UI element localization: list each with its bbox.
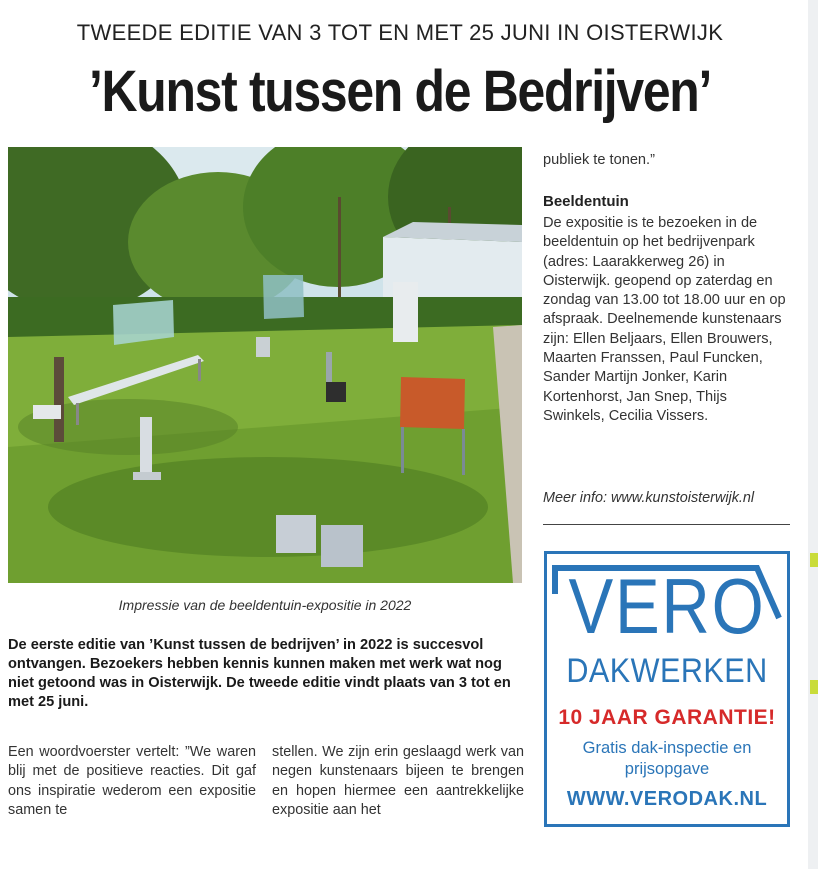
divider bbox=[543, 524, 790, 525]
page-edge bbox=[808, 0, 818, 869]
article-headline: ’Kunst tussen de Bedrijven’ bbox=[88, 59, 712, 124]
ad-subtitle: DAKWERKEN bbox=[566, 652, 768, 690]
ad-website[interactable]: WWW.VERODAK.NL bbox=[566, 788, 768, 810]
edge-marker bbox=[810, 680, 818, 694]
photo-caption: Impressie van de beeldentuin-expositie in 2022 bbox=[118, 597, 412, 613]
advertisement[interactable] bbox=[544, 551, 790, 827]
ad-brand: VERO bbox=[568, 562, 766, 650]
body-continued: publiek te tonen.” bbox=[543, 152, 655, 168]
ad-offer-line2: prijsopgave bbox=[624, 760, 710, 778]
sculpture-garden-photo bbox=[8, 147, 522, 583]
more-info-link[interactable]: Meer info: www.kunstoisterwijk.nl bbox=[543, 490, 755, 506]
body-column-2: stellen. We zijn erin geslaagd werk van negen kunstenaars bijeen te brengen en hopen hiermee een aantrekkelijke expositie aan het bbox=[272, 744, 524, 818]
body-column-1: Een woordvoerster vertelt: ”We waren blij met de positieve reacties. Dit gaf ons inspiratie wederom een expositie samen te bbox=[8, 744, 256, 818]
section-heading: Beeldentuin bbox=[543, 193, 629, 210]
ad-offer bbox=[547, 738, 787, 780]
section-body: De expositie is te bezoeken in de beeldentuin op het bedrijvenpark (adres: Laarakkerweg 26) in Oisterwijk. geopend op zaterdag en zondag van 13.00 tot 18.00 uur en op afspraak. Deelnemende kunstenaars zijn: Ellen Beljaars, Ellen Brouwers, Maarten Franssen, Paul Funcken, Sander Martijn Jonker, Karin Kortenhorst, Jan Snep, Thijs Swinkels, Cecilia Vissers. bbox=[543, 215, 786, 424]
ad-offer-line1: Gratis dak-inspectie en bbox=[582, 739, 752, 757]
article-kicker: TWEEDE EDITIE VAN 3 TOT EN MET 25 JUNI IN OISTERWIJK bbox=[76, 20, 724, 45]
ad-guarantee: 10 JAAR GARANTIE! bbox=[558, 706, 776, 729]
article-intro: De eerste editie van ’Kunst tussen de bedrijven’ in 2022 is succesvol ontvangen. Bezoekers hebben kennis kunnen maken met werk wat nog niet getoond was in Oisterwijk. De tweede editie vindt plaats van 3 tot en met 25 juni. bbox=[8, 637, 511, 710]
edge-marker bbox=[810, 553, 818, 567]
